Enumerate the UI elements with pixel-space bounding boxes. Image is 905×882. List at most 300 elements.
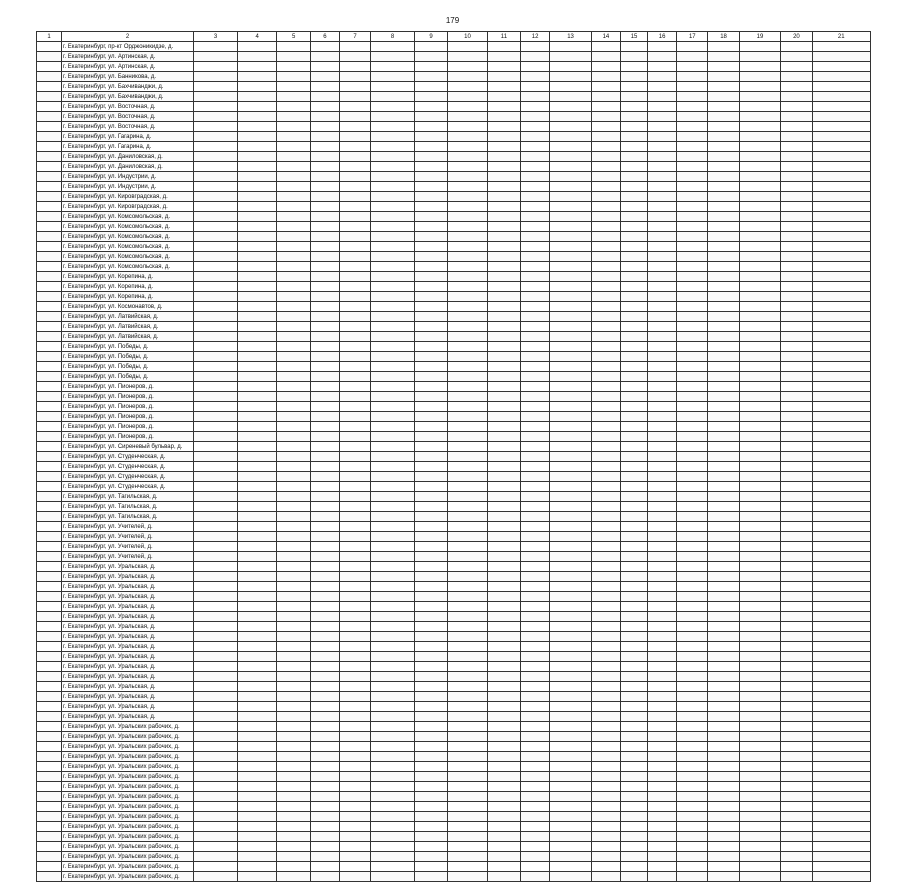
amount-cell	[781, 462, 812, 472]
amount-cell	[487, 782, 520, 792]
amount-cell	[339, 762, 370, 772]
amount-cell	[414, 42, 447, 52]
table-row	[37, 622, 871, 632]
amount-cell	[487, 872, 520, 882]
table-row	[37, 792, 871, 802]
table-row	[37, 512, 871, 522]
amount-cell	[448, 382, 488, 392]
amount-cell	[339, 122, 370, 132]
amount-cell	[194, 202, 238, 212]
amount-cell	[708, 402, 739, 412]
row-address: г. Екатеринбург, ул. Победы, д.	[61, 342, 193, 352]
amount-cell	[708, 242, 739, 252]
amount-cell	[781, 492, 812, 502]
amount-cell	[812, 312, 870, 322]
amount-cell	[677, 342, 708, 352]
amount-cell	[677, 62, 708, 72]
amount-cell	[648, 362, 677, 372]
row-address: г. Екатеринбург, ул. Студенческая, д.	[61, 462, 193, 472]
amount-cell	[677, 142, 708, 152]
amount-cell	[677, 392, 708, 402]
amount-cell	[781, 572, 812, 582]
amount-cell	[277, 122, 310, 132]
amount-cell	[708, 52, 739, 62]
amount-cell	[371, 532, 415, 542]
amount-cell	[310, 42, 339, 52]
amount-cell	[621, 462, 648, 472]
amount-cell	[812, 482, 870, 492]
row-id	[37, 482, 62, 492]
amount-cell	[708, 572, 739, 582]
amount-cell	[339, 172, 370, 182]
amount-cell	[621, 482, 648, 492]
amount-cell	[414, 662, 447, 672]
amount-cell	[621, 672, 648, 682]
amount-cell	[550, 762, 592, 772]
amount-cell	[371, 512, 415, 522]
amount-cell	[621, 812, 648, 822]
amount-cell	[708, 432, 739, 442]
amount-cell	[708, 742, 739, 752]
amount-cell	[550, 742, 592, 752]
amount-cell	[194, 62, 238, 72]
amount-cell	[521, 692, 550, 702]
amount-cell	[781, 622, 812, 632]
amount-cell	[708, 412, 739, 422]
amount-cell	[277, 802, 310, 812]
amount-cell	[194, 502, 238, 512]
amount-cell	[708, 772, 739, 782]
amount-cell	[591, 52, 620, 62]
amount-cell	[781, 222, 812, 232]
page-number: 179	[445, 16, 460, 25]
amount-cell	[339, 442, 370, 452]
amount-cell	[487, 352, 520, 362]
amount-cell	[812, 762, 870, 772]
row-id	[37, 442, 62, 452]
amount-cell	[677, 412, 708, 422]
column-number: 13	[550, 32, 592, 42]
amount-cell	[621, 522, 648, 532]
amount-cell	[550, 712, 592, 722]
amount-cell	[591, 322, 620, 332]
amount-cell	[371, 152, 415, 162]
amount-cell	[448, 72, 488, 82]
amount-cell	[591, 812, 620, 822]
amount-cell	[781, 362, 812, 372]
amount-cell	[310, 382, 339, 392]
amount-cell	[677, 702, 708, 712]
amount-cell	[781, 582, 812, 592]
amount-cell	[677, 792, 708, 802]
amount-cell	[739, 282, 781, 292]
amount-cell	[277, 72, 310, 82]
amount-cell	[371, 42, 415, 52]
amount-cell	[521, 382, 550, 392]
amount-cell	[371, 802, 415, 812]
amount-cell	[739, 242, 781, 252]
row-address: г. Екатеринбург, ул. Восточная, д.	[61, 112, 193, 122]
table-row	[37, 702, 871, 712]
table-row	[37, 492, 871, 502]
amount-cell	[812, 172, 870, 182]
amount-cell	[621, 682, 648, 692]
amount-cell	[521, 562, 550, 572]
amount-cell	[487, 442, 520, 452]
amount-cell	[521, 432, 550, 442]
amount-cell	[448, 142, 488, 152]
row-address: г. Екатеринбург, ул. Комсомольская, д.	[61, 242, 193, 252]
amount-cell	[812, 212, 870, 222]
amount-cell	[591, 332, 620, 342]
amount-cell	[194, 542, 238, 552]
amount-cell	[448, 372, 488, 382]
amount-cell	[371, 362, 415, 372]
amount-cell	[277, 852, 310, 862]
amount-cell	[708, 542, 739, 552]
amount-cell	[708, 92, 739, 102]
amount-cell	[310, 412, 339, 422]
amount-cell	[487, 752, 520, 762]
amount-cell	[237, 862, 277, 872]
amount-cell	[414, 92, 447, 102]
amount-cell	[339, 202, 370, 212]
amount-cell	[812, 192, 870, 202]
amount-cell	[648, 552, 677, 562]
amount-cell	[621, 602, 648, 612]
amount-cell	[339, 862, 370, 872]
amount-cell	[277, 582, 310, 592]
amount-cell	[194, 222, 238, 232]
row-id	[37, 712, 62, 722]
row-address: г. Екатеринбург, ул. Корепина, д.	[61, 282, 193, 292]
amount-cell	[414, 562, 447, 572]
amount-cell	[414, 632, 447, 642]
amount-cell	[550, 212, 592, 222]
table-row	[37, 652, 871, 662]
amount-cell	[487, 792, 520, 802]
row-address: г. Екатеринбург, ул. Индустрии, д.	[61, 182, 193, 192]
amount-cell	[371, 192, 415, 202]
amount-cell	[237, 832, 277, 842]
amount-cell	[708, 602, 739, 612]
amount-cell	[521, 772, 550, 782]
amount-cell	[310, 432, 339, 442]
amount-cell	[371, 862, 415, 872]
amount-cell	[739, 352, 781, 362]
amount-cell	[339, 512, 370, 522]
amount-cell	[414, 72, 447, 82]
amount-cell	[521, 82, 550, 92]
row-id	[37, 322, 62, 332]
amount-cell	[591, 772, 620, 782]
row-id	[37, 472, 62, 482]
amount-cell	[237, 782, 277, 792]
amount-cell	[448, 402, 488, 412]
amount-cell	[781, 732, 812, 742]
amount-cell	[708, 82, 739, 92]
row-id	[37, 802, 62, 812]
amount-cell	[521, 442, 550, 452]
amount-cell	[621, 582, 648, 592]
table-row	[37, 302, 871, 312]
amount-cell	[591, 542, 620, 552]
amount-cell	[448, 312, 488, 322]
amount-cell	[237, 232, 277, 242]
amount-cell	[339, 402, 370, 412]
row-address: г. Екатеринбург, ул. Артинская, д.	[61, 62, 193, 72]
amount-cell	[677, 552, 708, 562]
amount-cell	[677, 482, 708, 492]
amount-cell	[237, 292, 277, 302]
amount-cell	[487, 432, 520, 442]
amount-cell	[521, 222, 550, 232]
amount-cell	[781, 502, 812, 512]
amount-cell	[550, 442, 592, 452]
amount-cell	[677, 302, 708, 312]
amount-cell	[310, 372, 339, 382]
column-number: 17	[677, 32, 708, 42]
amount-cell	[677, 802, 708, 812]
amount-cell	[708, 222, 739, 232]
amount-cell	[448, 452, 488, 462]
amount-cell	[812, 602, 870, 612]
amount-cell	[621, 242, 648, 252]
amount-cell	[414, 422, 447, 432]
amount-cell	[781, 752, 812, 762]
amount-cell	[621, 352, 648, 362]
amount-cell	[648, 482, 677, 492]
amount-cell	[414, 232, 447, 242]
amount-cell	[781, 632, 812, 642]
row-id	[37, 732, 62, 742]
amount-cell	[521, 322, 550, 332]
amount-cell	[371, 202, 415, 212]
row-address: г. Екатеринбург, ул. Уральская, д.	[61, 562, 193, 572]
amount-cell	[812, 512, 870, 522]
amount-cell	[487, 762, 520, 772]
row-id	[37, 692, 62, 702]
amount-cell	[739, 692, 781, 702]
amount-cell	[448, 772, 488, 782]
amount-cell	[677, 222, 708, 232]
row-id	[37, 352, 62, 362]
amount-cell	[448, 672, 488, 682]
amount-cell	[521, 212, 550, 222]
amount-cell	[677, 502, 708, 512]
amount-cell	[648, 192, 677, 202]
amount-cell	[194, 582, 238, 592]
row-address: г. Екатеринбург, ул. Уральских рабочих, д.	[61, 852, 193, 862]
amount-cell	[448, 602, 488, 612]
amount-cell	[550, 482, 592, 492]
amount-cell	[781, 852, 812, 862]
amount-cell	[310, 452, 339, 462]
amount-cell	[677, 242, 708, 252]
amount-cell	[591, 392, 620, 402]
amount-cell	[648, 172, 677, 182]
amount-cell	[812, 582, 870, 592]
amount-cell	[448, 82, 488, 92]
amount-cell	[739, 652, 781, 662]
amount-cell	[194, 52, 238, 62]
amount-cell	[237, 502, 277, 512]
amount-cell	[237, 162, 277, 172]
amount-cell	[648, 512, 677, 522]
amount-cell	[310, 82, 339, 92]
amount-cell	[237, 562, 277, 572]
table-row	[37, 102, 871, 112]
amount-cell	[550, 202, 592, 212]
amount-cell	[277, 422, 310, 432]
amount-cell	[339, 392, 370, 402]
row-id	[37, 132, 62, 142]
amount-cell	[371, 782, 415, 792]
table-row	[37, 812, 871, 822]
amount-cell	[521, 832, 550, 842]
amount-cell	[550, 622, 592, 632]
amount-cell	[591, 222, 620, 232]
amount-cell	[371, 162, 415, 172]
amount-cell	[487, 642, 520, 652]
amount-cell	[521, 702, 550, 712]
column-number: 2	[61, 32, 193, 42]
amount-cell	[414, 672, 447, 682]
amount-cell	[339, 522, 370, 532]
amount-cell	[677, 112, 708, 122]
amount-cell	[621, 632, 648, 642]
amount-cell	[487, 742, 520, 752]
amount-cell	[339, 652, 370, 662]
amount-cell	[621, 302, 648, 312]
amount-cell	[371, 792, 415, 802]
amount-cell	[371, 672, 415, 682]
amount-cell	[194, 192, 238, 202]
amount-cell	[277, 792, 310, 802]
amount-cell	[677, 172, 708, 182]
amount-cell	[237, 762, 277, 772]
amount-cell	[621, 112, 648, 122]
amount-cell	[237, 102, 277, 112]
amount-cell	[194, 362, 238, 372]
amount-cell	[708, 872, 739, 882]
amount-cell	[550, 612, 592, 622]
row-address: г. Екатеринбург, пр-кт Орджоникидзе, д.	[61, 42, 193, 52]
amount-cell	[339, 132, 370, 142]
table-row	[37, 552, 871, 562]
amount-cell	[591, 172, 620, 182]
amount-cell	[812, 742, 870, 752]
amount-cell	[448, 462, 488, 472]
amount-cell	[194, 402, 238, 412]
amount-cell	[708, 832, 739, 842]
amount-cell	[414, 842, 447, 852]
amount-cell	[521, 842, 550, 852]
amount-cell	[310, 602, 339, 612]
row-id	[37, 392, 62, 402]
amount-cell	[708, 722, 739, 732]
row-id	[37, 872, 62, 882]
amount-cell	[621, 652, 648, 662]
row-id	[37, 772, 62, 782]
amount-cell	[371, 252, 415, 262]
amount-cell	[371, 332, 415, 342]
amount-cell	[812, 832, 870, 842]
amount-cell	[648, 102, 677, 112]
amount-cell	[648, 382, 677, 392]
amount-cell	[521, 152, 550, 162]
amount-cell	[521, 622, 550, 632]
amount-cell	[371, 382, 415, 392]
amount-cell	[310, 172, 339, 182]
amount-cell	[648, 722, 677, 732]
amount-cell	[487, 672, 520, 682]
amount-cell	[550, 832, 592, 842]
amount-cell	[277, 322, 310, 332]
amount-cell	[521, 342, 550, 352]
row-address: г. Екатеринбург, ул. Уральская, д.	[61, 642, 193, 652]
row-id	[37, 312, 62, 322]
row-id	[37, 52, 62, 62]
amount-cell	[339, 492, 370, 502]
row-address: г. Екатеринбург, ул. Бахчиванджи, д.	[61, 92, 193, 102]
amount-cell	[487, 392, 520, 402]
amount-cell	[781, 522, 812, 532]
amount-cell	[487, 712, 520, 722]
amount-cell	[739, 662, 781, 672]
amount-cell	[621, 802, 648, 812]
amount-cell	[371, 692, 415, 702]
amount-cell	[487, 362, 520, 372]
amount-cell	[194, 312, 238, 322]
amount-cell	[677, 642, 708, 652]
amount-cell	[194, 522, 238, 532]
amount-cell	[677, 512, 708, 522]
amount-cell	[194, 242, 238, 252]
amount-cell	[591, 122, 620, 132]
amount-cell	[521, 732, 550, 742]
amount-cell	[781, 452, 812, 462]
amount-cell	[414, 772, 447, 782]
amount-cell	[487, 142, 520, 152]
amount-cell	[487, 42, 520, 52]
row-id	[37, 232, 62, 242]
amount-cell	[521, 232, 550, 242]
amount-cell	[237, 592, 277, 602]
row-address: г. Екатеринбург, ул. Уральских рабочих, д.	[61, 782, 193, 792]
amount-cell	[812, 842, 870, 852]
amount-cell	[677, 422, 708, 432]
amount-cell	[487, 52, 520, 62]
amount-cell	[621, 432, 648, 442]
row-id	[37, 782, 62, 792]
amount-cell	[237, 362, 277, 372]
amount-cell	[371, 422, 415, 432]
amount-cell	[739, 132, 781, 142]
amount-cell	[550, 82, 592, 92]
table-row	[37, 592, 871, 602]
amount-cell	[194, 572, 238, 582]
amount-cell	[739, 312, 781, 322]
amount-cell	[677, 152, 708, 162]
amount-cell	[414, 722, 447, 732]
amount-cell	[339, 662, 370, 672]
amount-cell	[708, 442, 739, 452]
amount-cell	[448, 502, 488, 512]
row-id	[37, 302, 62, 312]
amount-cell	[339, 352, 370, 362]
row-id	[37, 102, 62, 112]
